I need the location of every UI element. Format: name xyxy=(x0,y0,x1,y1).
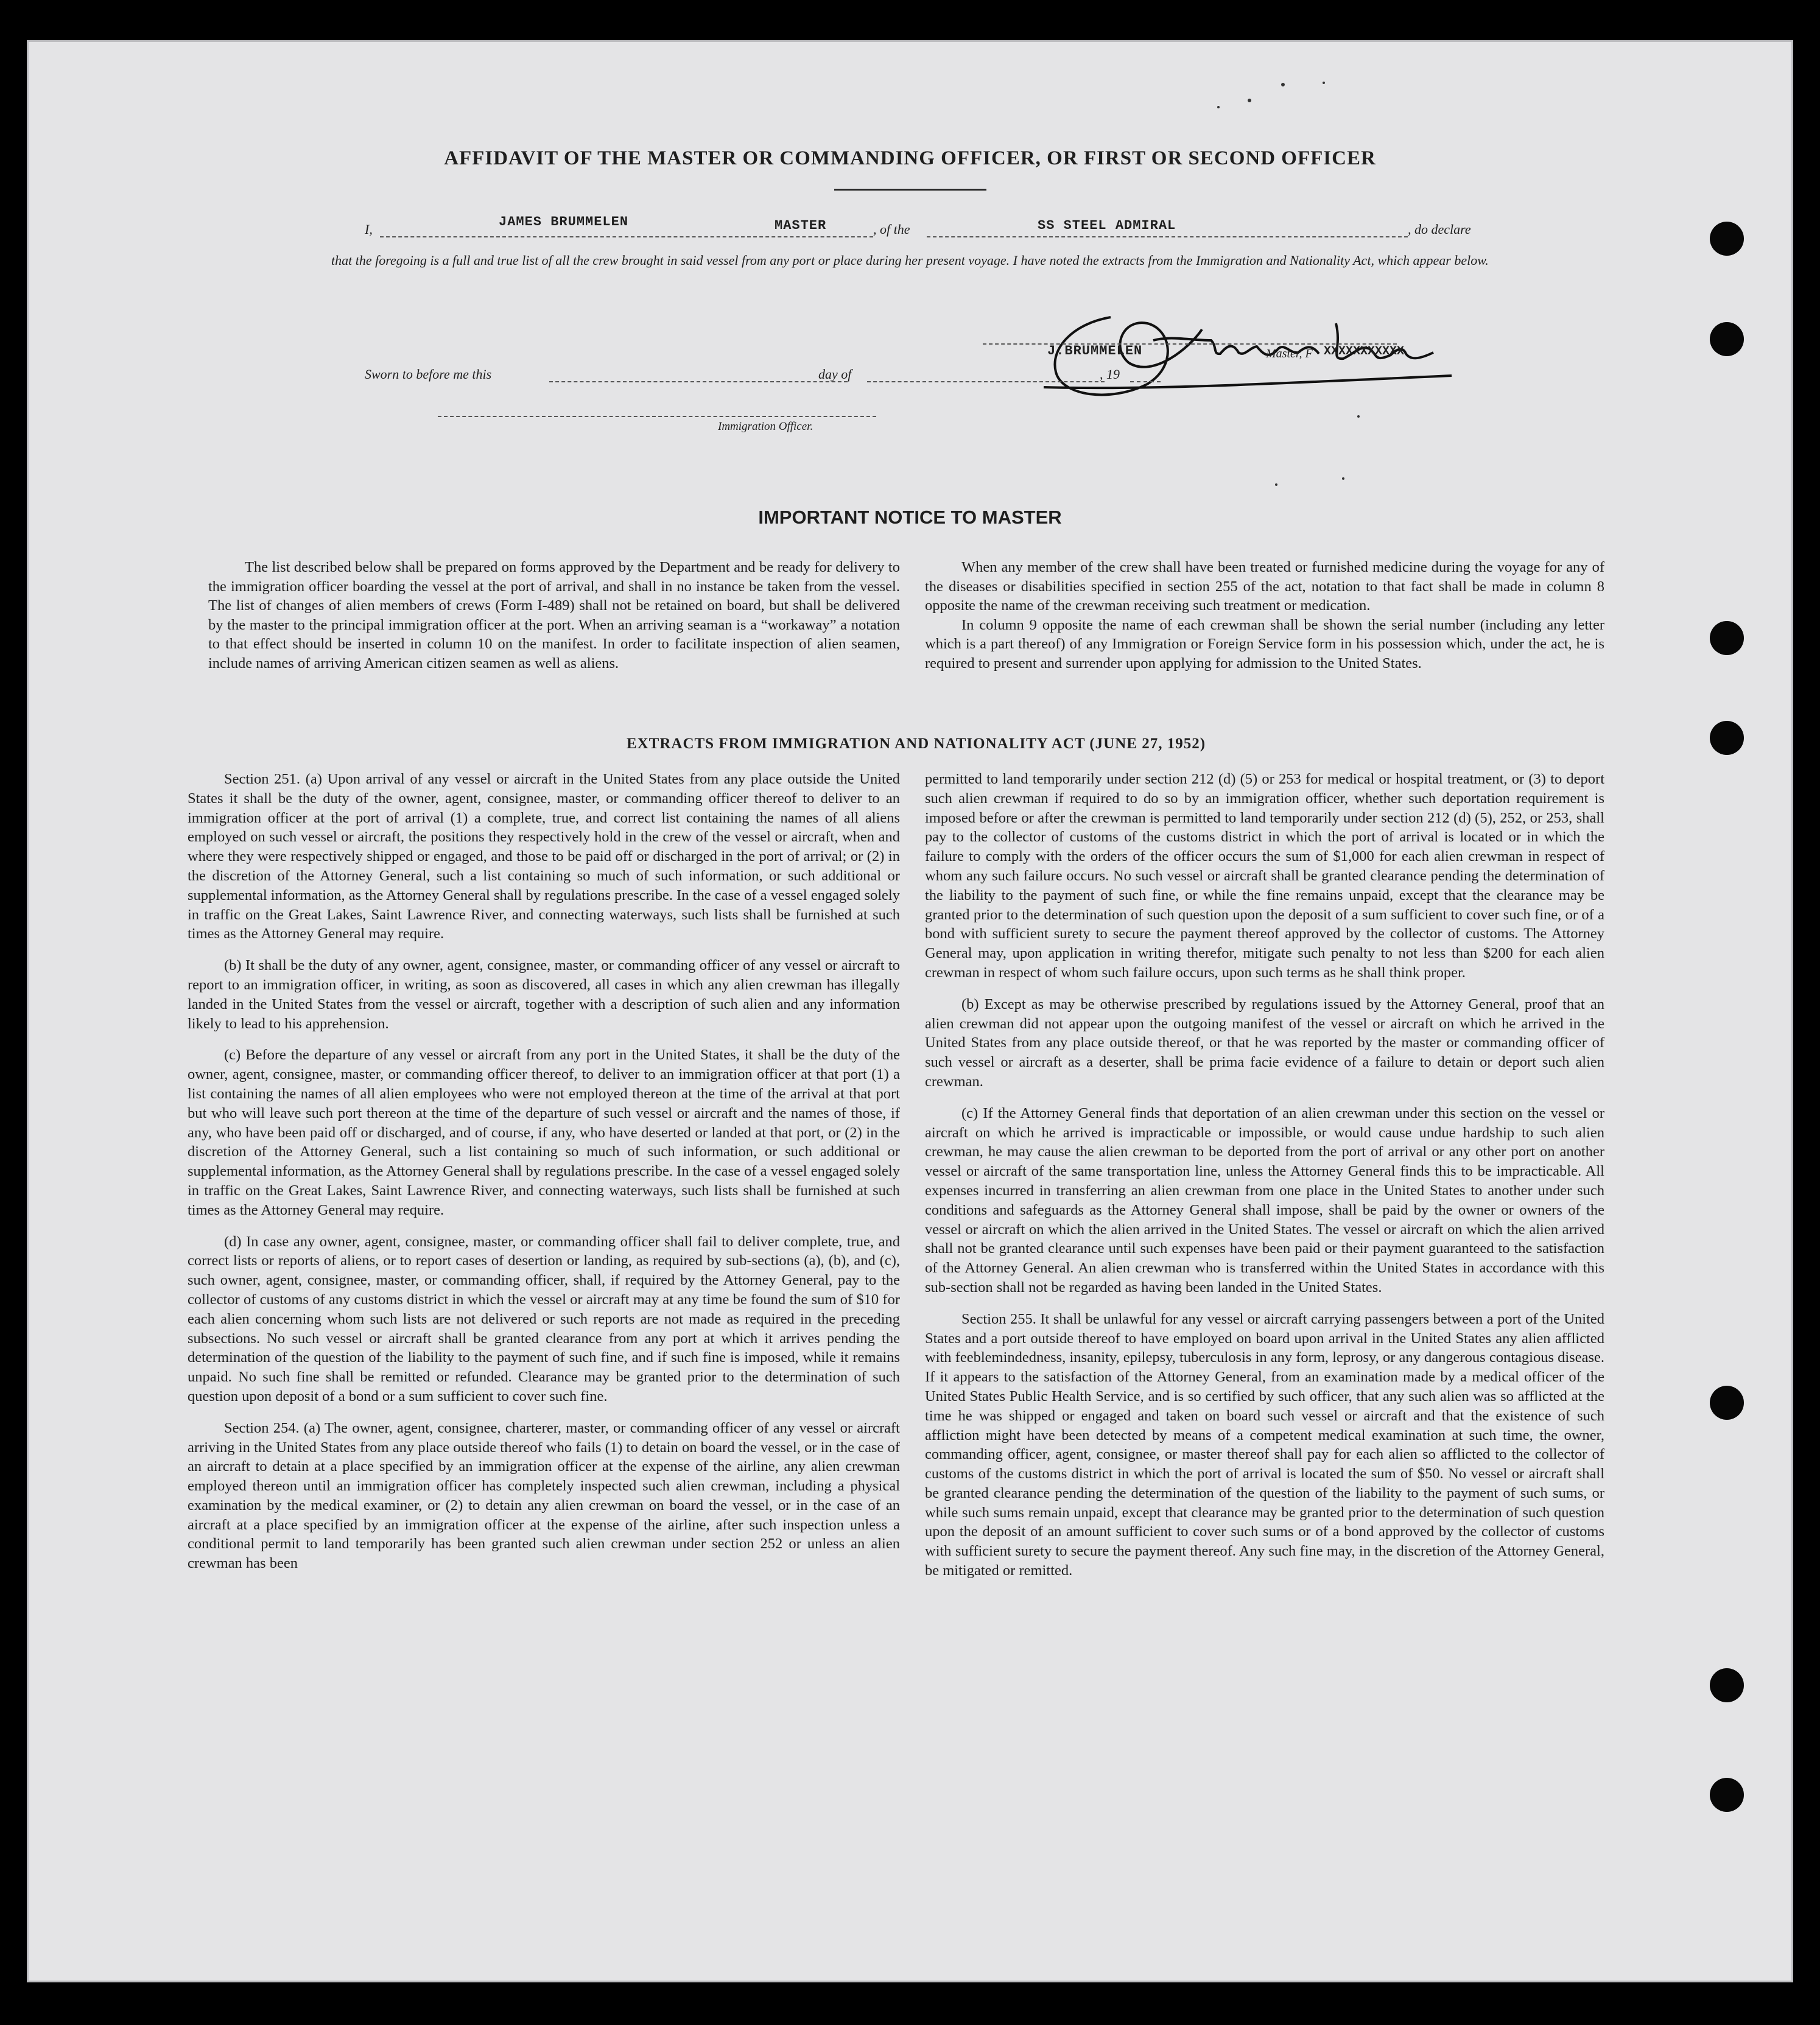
master-label: Master, F xyxy=(1266,347,1313,360)
master-name: JAMES BRUMMELEN xyxy=(499,214,629,230)
speck xyxy=(1217,106,1220,108)
punch-hole xyxy=(1710,222,1744,256)
extracts-title: EXTRACTS FROM IMMIGRATION AND NATIONALITY ACT (JUNE 27, 1952) xyxy=(626,735,1206,752)
punch-hole xyxy=(1710,322,1744,356)
struck-officer-title: XXXXXXXXXXX xyxy=(1324,345,1405,359)
officer-signature-line xyxy=(438,416,876,417)
year-label: , 19 xyxy=(1100,367,1120,382)
speck xyxy=(1342,477,1344,480)
affidavit-i-label: I, xyxy=(365,222,373,237)
extracts-left-column xyxy=(188,770,900,1585)
declaration-text: that the foregoing is a full and true list of all the crew brought in said vessel from any port or place during her present voyage. I have noted the extracts from the Immigration and Nationality Act, which appear below. xyxy=(331,253,1489,268)
document-page xyxy=(27,40,1793,1982)
immigration-officer-label: Immigration Officer. xyxy=(718,420,813,433)
punch-hole xyxy=(1710,1386,1744,1420)
master-rank: MASTER xyxy=(775,218,827,233)
sworn-day-blank xyxy=(549,381,848,382)
speck xyxy=(1275,483,1277,486)
vessel-blank xyxy=(927,236,1408,237)
day-of-label: day of xyxy=(818,367,852,382)
extracts-right-column xyxy=(925,770,1604,1593)
notice-right-text-1: When any member of the crew shall have been treated or furnished medicine during the voyage for any of the diseases or disabilities specified in section 255 of the act, notation to that fact shall be made in column 8 opposite the name of the crewman receiving such treatment or medication. xyxy=(925,559,1604,614)
notice-right-text-2: In column 9 opposite the name of each crewman shall be shown the serial number (including any letter which is a part thereof) of any Immigration or Foreign Service form in his possession which, under the act, he is required to present and surrender upon applying for admission to the United States. xyxy=(925,616,1604,672)
notice-right-paragraphs xyxy=(925,558,1604,673)
section-255: Section 255. It shall be unlawful for any vessel or aircraft carrying passengers between a port of the United States and a port outside thereof to have employed on board upon arrival in the United States any alien afflicted with feeblemindedness, insanity, epilepsy, tuberculosis in any form, leprosy, or any dangerous contagious disease. If it appears to the satisfaction of the Attorney General, from an examination made by a medical officer of the United States Public Health Service, and is so certified by such officer, that any such alien was so afflicted at the time he was shipped or engaged and taken on board such vessel or aircraft and that the existence of such affliction might have been detected by means of a competent medical examination at such time, the owner, commanding officer, agent, consignee, or master thereof shall pay for each alien so afflicted to the collector of customs of the customs district in which the port of arrival is located the sum of $50. No vessel or aircraft shall be granted clearance pending the determination of the question of the liability to the payment of such sums, or while such sums remain unpaid, except that clearance may be granted prior to the determination of such question upon the deposit of an amount sufficient to cover such sums or of a bond approved by the collector of customs with sufficient surety to secure the payment thereof. Any such fine may, in the discretion of the Attorney General, be mitigated or remitted. xyxy=(925,1310,1604,1579)
of-the-label: , of the xyxy=(873,222,910,237)
sworn-year-blank xyxy=(1130,381,1161,382)
notice-left-text: The list described below shall be prepared on forms approved by the Department and be ready for delivery to the immigration officer boarding the vessel at the port of arrival, and shall in no instance be taken from the vessel. The list of changes of alien members of crews (Form I-489) shall not be retained on board, but shall be delivered by the master to the principal immigration officer at the port. When an arriving seaman is a “workaway” a notation to that effect should be inserted in column 10 on the manifest. In order to facilitate inspection of alien seamen, include names of arriving American citizen seamen as well as aliens. xyxy=(208,559,900,672)
section-251-a: Section 251. (a) Upon arrival of any vessel or aircraft in the United States from any place outside the United States it shall be the duty of the owner, agent, consignee, master, or commanding officer thereof to deliver to an immigration officer at the port of arrival (1) a complete, true, and correct list containing the names of all aliens employed on such vessel or aircraft, the positions they respectively hold in the crew of the vessel or aircraft, when and where they were respectively shipped or engaged, and those to be paid off or discharged in the port of arrival; or (2) in the discretion of the Attorney General, such a list containing so much of such information, or such additional or supplemental information, as the Attorney General shall by regulations prescribe. In the case of a vessel engaged solely in traffic on the Great Lakes, Saint Lawrence River, and connecting waterways, such lists shall be furnished at such times as the Attorney General may require. xyxy=(188,771,900,942)
speck xyxy=(1281,83,1285,86)
do-declare-label: , do declare xyxy=(1408,222,1471,237)
title-rule xyxy=(834,189,986,191)
affidavit-title: AFFIDAVIT OF THE MASTER OR COMMANDING OFFICER, OR FIRST OR SECOND OFFICER xyxy=(444,147,1376,169)
sworn-month-blank xyxy=(867,381,1105,382)
punch-hole xyxy=(1710,621,1744,655)
vessel-name: SS STEEL ADMIRAL xyxy=(1038,218,1176,233)
punch-hole xyxy=(1710,721,1744,755)
punch-hole xyxy=(1710,1668,1744,1702)
name-blank xyxy=(380,236,873,237)
section-254-a: Section 254. (a) The owner, agent, consignee, charterer, master, or commanding officer of any vessel or aircraft arriving in the United States from any place outside thereof who fails (1) to detain on board the vessel, or in the case of an aircraft to detain at a place specified by an immigration officer at the expense of the airline, any alien crewman employed thereon until an immigration officer has completely inspected such alien crewman, including a physical examination by the medical examiner, or (2) to detain any alien crewman on board the vessel, or in the case of an aircraft at a place specified by an immigration officer at the expense of the airline, after such inspection unless a conditional permit to land temporarily has been granted such alien crewman under section 252 or unless an alien crewman has been xyxy=(188,1419,900,1572)
speck xyxy=(1357,415,1360,418)
section-254-a-continued: permitted to land temporarily under section 212 (d) (5) or 253 for medical or hospital treatment, or (3) to deport such alien crewman if required to do so by an immigration officer, whether such deportation requirement is imposed before or after the crewman is permitted to land temporarily under section 212 (d) (5), 252, or 253, shall pay to the collector of customs of the customs district in which the port of arrival is located or in which the failure to comply with the orders of the officer occurs the sum of $1,000 for each alien crewman in respect of whom any such failure occurs. No such vessel or aircraft shall be granted clearance pending the determination of the liability to the payment of such fine, or while the fine remains unpaid, except that the clearance may be granted prior to the determination of such question upon the deposit of a sum sufficient to cover such fine, or of a bond with sufficient surety to secure the payment thereof approved by the collector of customs. The Attorney General may, upon application in writing therefor, mitigate such penalty to not less than $200 for each alien crewman in respect of whom such failure occurs, upon such terms as he shall think proper. xyxy=(925,771,1604,981)
punch-hole xyxy=(1710,1778,1744,1812)
typed-signer: J.BRUMMELEN xyxy=(1047,343,1143,359)
speck xyxy=(1248,99,1251,102)
section-254-b: (b) Except as may be otherwise prescribed by regulations issued by the Attorney General, proof that an alien crewman did not appear upon the outgoing manifest of the vessel or aircraft on which he arrived in the United States from any place outside thereof, or that he was reported by the master or commanding officer of such vessel or aircraft as a deserter, shall be prima facie evidence of a failure to detain or deport such alien crewman. xyxy=(925,995,1604,1090)
speck xyxy=(1323,82,1325,84)
section-251-c: (c) Before the departure of any vessel or aircraft from any port in the United States, it shall be the duty of the owner, agent, consignee, master, or commanding officer thereof, to deliver to an immigration officer at that port (1) a list containing the names of all alien employees who were not employed thereon at the time of the arrival at that port but who will leave such port thereon at the time of the departure of such vessel or aircraft and the names of those, if any, who have been paid off or discharged, and of course, if any, who have deserted or landed at that port, or (2) in the discretion of the Attorney General, such a list containing so much of such information, or such additional or supplemental information, as the Attorney General shall by regulations prescribe. In the case of a vessel engaged solely in traffic on the Great Lakes, Saint Lawrence River, and connecting waterways, such lists shall be furnished at such times as the Attorney General may require. xyxy=(188,1047,900,1218)
sworn-label: Sworn to before me this xyxy=(365,367,492,382)
section-251-b: (b) It shall be the duty of any owner, agent, consignee, master, or commanding officer of any vessel or aircraft to report to an immigration officer, in writing, as soon as discovered, all cases in which any alien crewman has illegally landed in the United States from the vessel or aircraft, together with a description of such alien and any information likely to lead to his apprehension. xyxy=(188,957,900,1032)
section-254-c: (c) If the Attorney General finds that deportation of an alien crewman under this section on the vessel or aircraft on which he arrived is impracticable or impossible, or would cause undue hardship to such alien crewman, he may cause the alien crewman to be deported from the port of arrival or any other port on another vessel or aircraft of the same transportation line, unless the Attorney General finds this to be impracticable. All expenses incurred in transferring an alien crewman from one place in the United States to another under such conditions and safeguards as the Attorney General shall impose, shall be paid by the owner or owners of the vessel or aircraft on which the alien arrived in the United States. The vessel or aircraft on which the alien arrived shall not be granted clearance until such expenses have been paid or their payment guaranteed to the satisfaction of the Attorney General. An alien crewman who is transferred within the United States in accordance with this sub-section shall not be regarded as having been landed in the United States. xyxy=(925,1104,1604,1296)
notice-title: IMPORTANT NOTICE TO MASTER xyxy=(758,507,1062,528)
section-251-d: (d) In case any owner, agent, consignee, master, or commanding officer shall fail to deliver complete, true, and correct lists or reports of aliens, or to report cases of desertion or landing, as required by sub-sections (a), (b), and (c), such owner, agent, consignee, master, or commanding officer, shall, if required by the Attorney General, pay to the collector of customs of any customs district in which the vessel or aircraft may at any time be found the sum of $10 for each alien concerning whom such lists are not delivered or such reports are not made as required in the preceding subsections. No such vessel or aircraft shall be granted clearance from any port at which it arrives pending the determination of the question of the liability to the payment of such fine, and if such fine is imposed, while it remains unpaid. No such fine shall be remitted or refunded. Clearance may be granted prior to the determination of such question upon deposit of a bond or a sum sufficient to cover such fine. xyxy=(188,1233,900,1405)
notice-left-paragraph xyxy=(208,558,900,673)
